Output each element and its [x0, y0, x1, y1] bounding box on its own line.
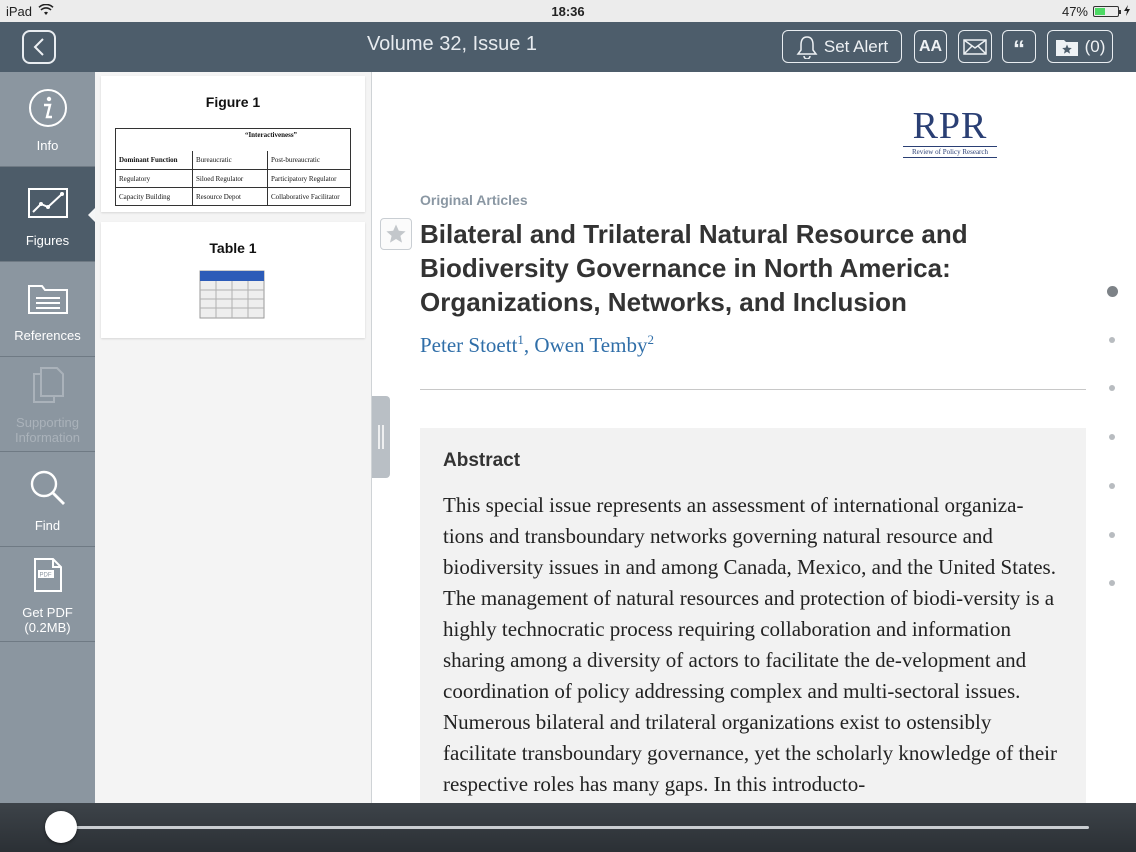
table-row: Dominant Function Bureaucratic Post-bureaucratic [116, 151, 350, 169]
text-size-button[interactable] [914, 30, 947, 63]
favorite-button[interactable] [380, 218, 412, 250]
battery-icon [1093, 6, 1119, 17]
email-button[interactable] [958, 30, 992, 63]
sidebar-item-label: Supporting Information [14, 415, 81, 445]
pane-resize-handle[interactable] [372, 396, 390, 478]
sidebar-item-label: References [14, 327, 81, 343]
section-label: Original Articles [420, 192, 528, 208]
saved-count: (0) [1084, 36, 1106, 56]
folder-icon [26, 276, 70, 320]
figure-1-table-preview [115, 128, 351, 206]
figures-pane [95, 72, 372, 803]
grip-icon [377, 423, 385, 451]
charging-icon [1124, 4, 1130, 19]
bell-icon [796, 35, 818, 59]
table-1-title: Table 1 [209, 240, 257, 256]
documents-icon [26, 363, 70, 407]
folder-star-icon [1055, 37, 1079, 57]
figure-1-thumbnail[interactable] [101, 76, 365, 212]
device-name: iPad [6, 4, 33, 19]
sidebar-item-label: Find [34, 517, 61, 533]
saved-articles-button[interactable] [1047, 30, 1113, 63]
bottom-bar [0, 803, 1136, 852]
sidebar-item-label: Info [36, 137, 59, 153]
sidebar-item-find[interactable] [0, 452, 95, 547]
journal-logo-mark: RPR [912, 105, 988, 147]
sidebar-item-label: Figures [25, 232, 70, 248]
abstract-box [420, 428, 1086, 803]
clock: 18:36 [551, 4, 585, 19]
chart-icon [26, 181, 70, 225]
cite-button[interactable] [1002, 30, 1036, 63]
set-alert-button[interactable] [782, 30, 902, 63]
sidebar-item-get-pdf[interactable] [0, 547, 95, 642]
author-link[interactable]: Owen Temby$^2$ [534, 332, 654, 357]
divider [420, 389, 1086, 390]
pdf-icon [26, 553, 70, 597]
sidebar-item-info[interactable] [0, 72, 95, 167]
table-icon [199, 270, 265, 325]
table-header: “Interactiveness” [244, 131, 298, 139]
table-row: Capacity Building Resource Depot Collaborative Facilitator [116, 187, 350, 205]
table-row: Regulatory Siloed Regulator Participatory Regulator [116, 169, 350, 187]
scrubber-track[interactable] [62, 826, 1089, 829]
scrubber-thumb[interactable] [45, 811, 77, 843]
search-icon [26, 466, 70, 510]
page-dot[interactable] [1109, 337, 1115, 343]
sidebar [0, 72, 95, 803]
abstract-text: This special issue represents an assessment of international organiza-tions and transboundary networks governing natural resource and biodiversity issues in and among Canada, Mexico, and the United States. The management of natural resources and protection of biodi-versity is a highly technocratic process requiring collaboration and information sharing among a diversity of actors to facilitate the de-velopment and coordination of policy addressing complex and multi-sectoral issues. Numerous bilateral and trilateral organizations exist to ostensibly facilitate transboundary governance, yet the scholarly knowledge of their respective roles has many gaps. In this introducto- [443, 493, 1058, 796]
journal-logo [903, 105, 997, 158]
quote-icon: “ [1013, 35, 1025, 63]
author-link[interactable]: Peter Stoett$^1$ [420, 332, 524, 357]
issue-title: Volume 32, Issue 1 [366, 33, 538, 55]
article-view [373, 72, 1136, 803]
sidebar-item-references[interactable] [0, 262, 95, 357]
text-size-label: AA [918, 37, 943, 55]
page-dot[interactable] [1109, 532, 1115, 538]
figure-1-title: Figure 1 [205, 94, 261, 110]
article-title: Bilateral and Trilateral Natural Resource and Biodiversity Governance in North America: Organizations, Networks, and Inclusion [420, 219, 968, 317]
star-icon [385, 223, 407, 245]
set-alert-label: Set Alert [823, 36, 889, 56]
nav-bar [0, 22, 1136, 72]
author-list: Peter Stoett$^1$, Owen Temby$^2$ [420, 332, 654, 357]
svg-text:PDF: PDF [39, 572, 51, 579]
status-bar [0, 0, 1136, 22]
sidebar-item-label: Get PDF (0.2MB) [22, 605, 73, 635]
sidebar-item-figures[interactable] [0, 167, 95, 262]
abstract-heading: Abstract [443, 450, 521, 471]
table-1-thumbnail[interactable] [101, 222, 365, 338]
page-dot[interactable] [1107, 286, 1118, 297]
page-dot[interactable] [1109, 483, 1115, 489]
info-icon [26, 86, 70, 130]
journal-name: Review of Policy Research [903, 146, 997, 158]
envelope-icon [963, 39, 987, 55]
sidebar-item-supporting-information[interactable] [0, 357, 95, 452]
battery-percent: 47% [1061, 4, 1088, 19]
